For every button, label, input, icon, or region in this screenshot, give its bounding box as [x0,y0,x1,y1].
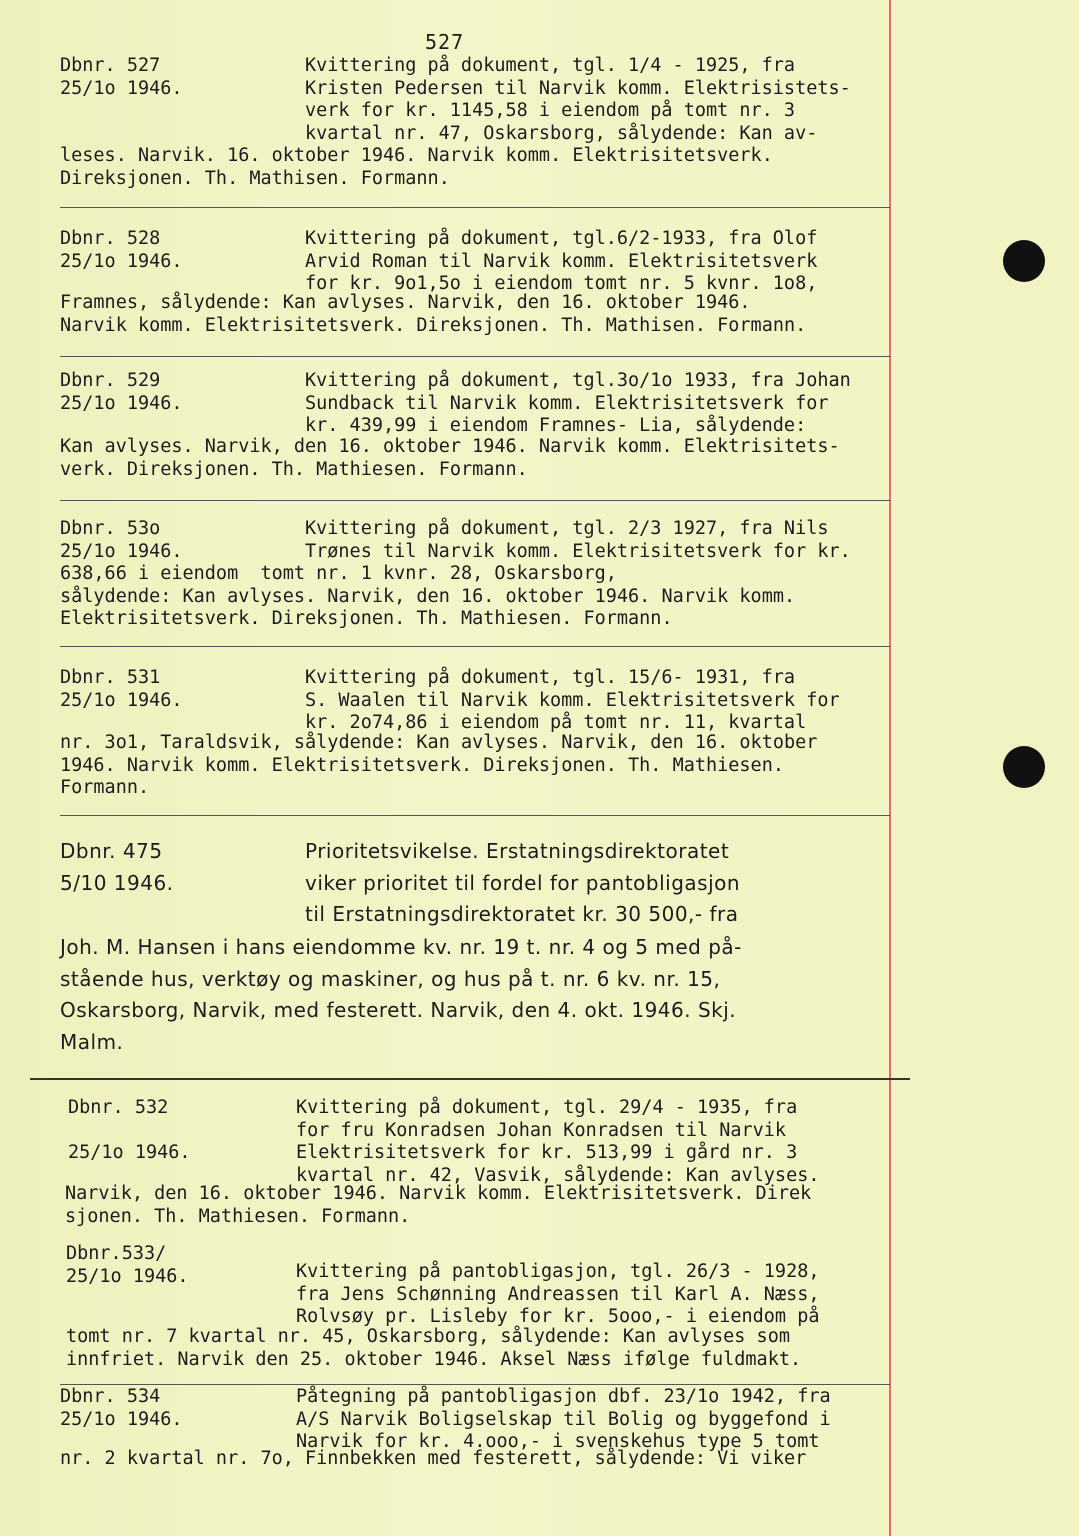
entry-text: Kvittering på dokument, tgl. 15/6- 1931, fra S. Waalen til Narvik komm. Elektrisitetsverk for kr. 2o74,86 i eiendom på tomt nr. 11, kvartal [305,667,840,733]
entry-reference: Dbnr. 53o 25/1o 1946. [60,518,183,562]
entry-reference: Dbnr. 529 25/1o 1946. [60,370,183,414]
entry-text-continued: Kan avlyses. Narvik, den 16. oktober 1946. Narvik komm. Elektrisitets- verk. Direksjonen. Th. Mathiesen. Formann. [60,436,840,480]
entry-text-continued: 638,66 i eiendom tomt nr. 1 kvnr. 28, Oskarsborg, sålydende: Kan avlyses. Narvik, den 16. oktober 1946. Narvik komm. Elektrisitetsverk. Direksjonen. Th. Mathiesen. Formann. [60,563,796,629]
entry-text: Kvittering på dokument, tgl.3o/1o 1933, fra Johan Sundback til Narvik komm. Elektrisitetsverk for kr. 439,99 i eiendom Framnes- Lia, sålydende: [305,370,851,436]
entry-reference: Dbnr. 532 25/1o 1946. [68,1097,191,1163]
entry-text-continued: Joh. M. Hansen i hans eiendomme kv. nr. 19 t. nr. 4 og 5 med på- stående hus, verktøy og maskiner, og hus på t. nr. 6 kv. nr. 15, Oskarsborg, Narvik, med festerett. Narvik, den 4. okt. 1946. Skj. Malm. [60,935,742,1054]
entry-reference: Dbnr.533/ 25/1o 1946. [66,1243,189,1287]
entry-separator [30,1078,910,1080]
entry-separator [60,500,890,501]
margin-rule [889,0,891,1536]
entry-reference: Dbnr. 531 25/1o 1946. [60,667,183,711]
entry-separator [60,646,890,647]
entry-reference: Dbnr. 528 25/1o 1946. [60,228,183,272]
entry-text-continued: Narvik, den 16. oktober 1946. Narvik komm. Elektrisitetsverk. Direk sjonen. Th. Mathiesen. Formann. [65,1183,812,1227]
entry-text-continued: leses. Narvik. 16. oktober 1946. Narvik komm. Elektrisitetsverk. Direksjonen. Th. Mathisen. Formann. [60,145,773,189]
entry-separator [60,815,890,816]
entry-text-continued: Framnes, sålydende: Kan avlyses. Narvik, den 16. oktober 1946. Narvik komm. Elektrisitetsverk. Direksjonen. Th. Mathisen. Formann. [60,292,807,336]
entry-separator [60,356,890,357]
page-number: 527 [425,30,465,54]
entry-text: Kvittering på dokument, tgl. 2/3 1927, fra Nils Trønes til Narvik komm. Elektrisitetsverk for kr. [305,518,851,562]
entry-text: Prioritetsvikelse. Erstatningsdirektoratet viker prioritet til fordel for pantobligasjon til Erstatningsdirektoratet kr. 30 500,- fra [305,839,741,926]
punch-hole [1003,240,1045,282]
entry-text: Kvittering på pantobligasjon, tgl. 26/3 - 1928, fra Jens Schønning Andreassen til Karl A. Næss, Rolvsøy pr. Lisleby for kr. 5ooo,- i eiendom på [296,1261,820,1327]
entry-separator [60,207,890,208]
entry-reference: Dbnr. 475 5/10 1946. [60,839,174,895]
entry-text-continued: nr. 3o1, Taraldsvik, sålydende: Kan avlyses. Narvik, den 16. oktober 1946. Narvik komm. Elektrisitetsverk. Direksjonen. Th. Mathiesen. Formann. [60,732,818,798]
entry-reference: Dbnr. 534 25/1o 1946. [60,1386,183,1430]
punch-hole [1003,746,1045,788]
entry-reference: Dbnr. 527 25/1o 1946. [60,55,183,99]
entry-text: Kvittering på dokument, tgl. 29/4 - 1935, fra for fru Konradsen Johan Konradsen til Narvik Elektrisitetsverk for kr. 513,99 i gård nr. 3 kvartal nr. 42, Vasvik, sålydende: Kan avlyses. [296,1097,820,1186]
entry-separator [60,1384,890,1385]
entry-text: Påtegning på pantobligasjon dbf. 23/1o 1942, fra A/S Narvik Boligselskap til Bolig og byggefond i Narvik for kr. 4.ooo,- i svenskehus type 5 tomt [296,1386,831,1452]
entry-text-continued: tomt nr. 7 kvartal nr. 45, Oskarsborg, sålydende: Kan avlyses som innfriet. Narvik den 25. oktober 1946. Aksel Næss ifølge fuldmakt. [66,1326,802,1370]
entry-text: Kvittering på dokument, tgl.6/2-1933, fra Olof Arvid Roman til Narvik komm. Elektrisitetsverk for kr. 9o1,5o i eiendom tomt nr. 5 kvnr. 1o8, [305,228,818,294]
entry-text: Kvittering på dokument, tgl. 1/4 - 1925, fra Kristen Pedersen til Narvik komm. Elektrisistets- verk for kr. 1145,58 i eiendom på tomt nr. 3 kvartal nr. 47, Oskarsborg, sålydende: Kan av- [305,55,851,144]
entry-text-continued: nr. 2 kvartal nr. 7o, Finnbekken med festerett, sålydende: Vi viker [60,1448,807,1469]
